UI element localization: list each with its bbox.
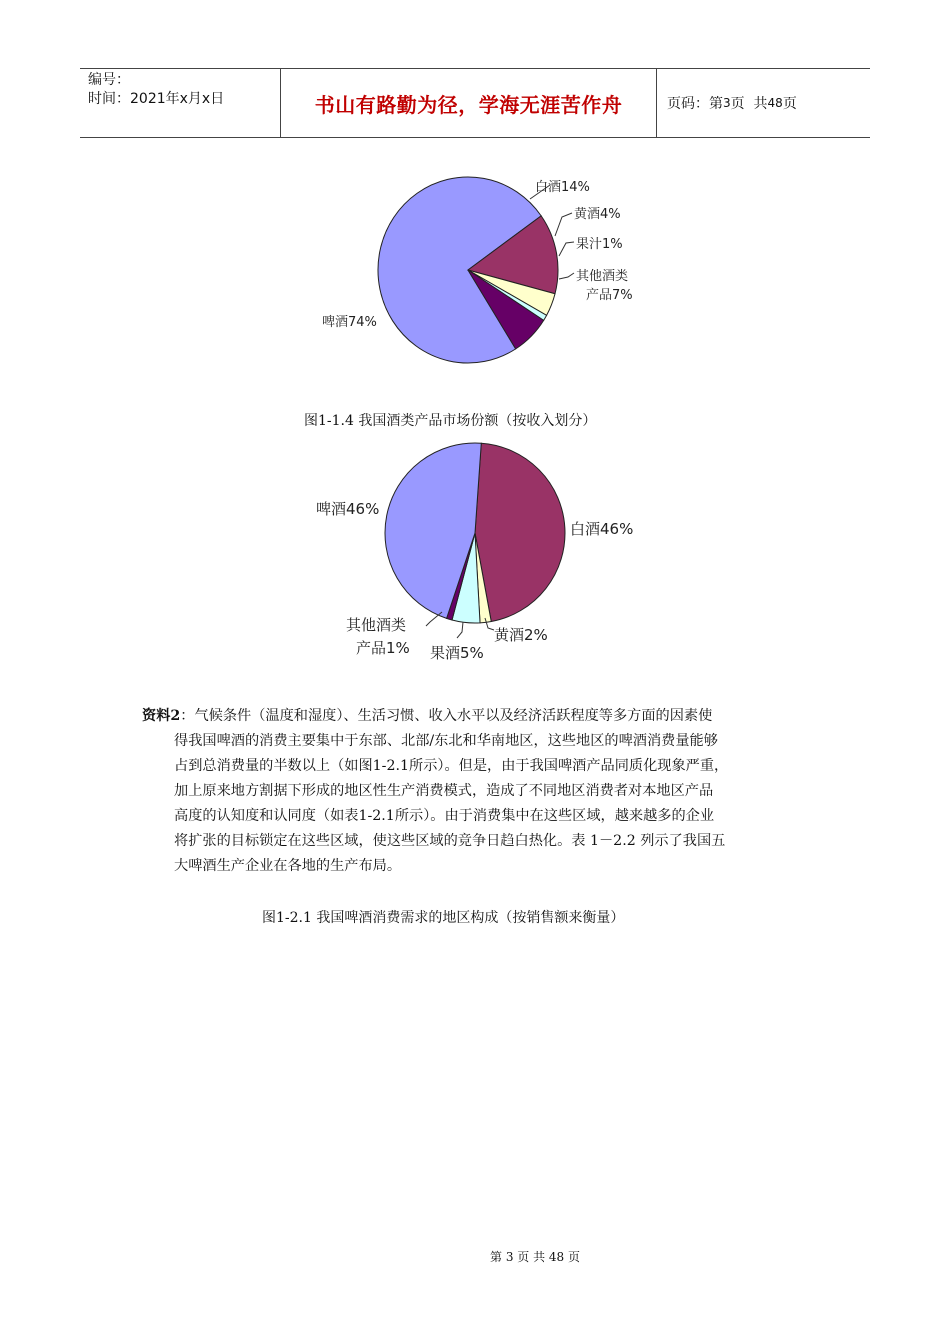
label-huangjiu: 黄酒4% (574, 207, 621, 222)
paragraph-line-7: 大啤酒生产企业在各地的生产布局。 (174, 858, 402, 874)
paragraph-line-5: 高度的认知度和认同度（如表1-2.1所示）。由于消费集中在这些区域，越来越多的企业 (174, 808, 715, 824)
page-footer: 第 3 页 共 48 页 (490, 1250, 580, 1264)
label-other-line1: 其他酒类 (576, 269, 629, 284)
leader-line-huangjiu (555, 213, 572, 236)
header-meta (80, 69, 281, 137)
figure-caption-2: 图1-2.1 我国啤酒消费需求的地区构成（按销售额来衡量） (262, 910, 625, 926)
pie2-slices (385, 443, 565, 623)
label-other2-line1: 其他酒类 (346, 616, 407, 634)
label-baijiu2: 白酒46% (570, 520, 634, 538)
paragraph-line-2: 得我国啤酒的消费主要集中于东部、北部/东北和华南地区，这些地区的啤酒消费量能够 (174, 733, 718, 749)
figure-caption-1: 图1-1.4 我国酒类产品市场份额（按收入划分） (304, 413, 597, 429)
page-prefix: 页码：第 (667, 96, 723, 112)
label-other-line2: 产品7% (586, 288, 633, 303)
page-number: 3 (723, 96, 731, 110)
label-other2-line2: 产品1% (356, 639, 410, 657)
number-label: 编号： (88, 72, 130, 88)
pie-chart-categories (300, 432, 680, 672)
time-label: 时间：2021年x月x日 (88, 91, 225, 107)
leader-line-other (559, 273, 574, 279)
pie-chart-revenue (300, 165, 660, 405)
paragraph-line-1: 资料2：气候条件（温度和湿度）、生活习惯、收入水平以及经济活跃程度等多方面的因素使 (142, 708, 713, 724)
page-suffix: 页 (782, 96, 797, 112)
page-total: 48 (767, 96, 783, 110)
leader-line-other2 (426, 612, 442, 626)
pie1-slices (378, 177, 558, 363)
label-pijiu2: 啤酒46% (316, 500, 380, 518)
header-page-info (657, 69, 870, 137)
leader-line-guojiu (457, 622, 463, 638)
paragraph-line-3: 占到总消费量的半数以上（如图1-2.1所示）。但是，由于我国啤酒产品同质化现象严重， (174, 758, 729, 774)
paragraph-line-4: 加上原来地方割据下形成的地区性生产消费模式，造成了不同地区消费者对本地区产品 (174, 783, 714, 799)
page-mid: 页 共 (730, 96, 768, 112)
header-motto: 书山有路勤为径，学海无涯苦作舟 (281, 69, 657, 137)
page-header (80, 68, 870, 138)
leader-line-guozhi (559, 242, 574, 256)
slice-baijiu (475, 443, 565, 621)
paragraph-label: 资料2 (142, 708, 181, 724)
label-huangjiu2: 黄酒2% (494, 626, 548, 644)
paragraph-line-6: 将扩张的目标锁定在这些区域，使这些区域的竞争日趋白热化。表 1－2.2 列示了我国五 (174, 833, 726, 849)
label-guojiu: 果酒5% (430, 644, 484, 662)
label-guozhi: 果汁1% (576, 237, 623, 252)
material-paragraph (142, 704, 842, 879)
label-baijiu: 白酒14% (535, 180, 590, 195)
label-pijiu: 啤酒74% (322, 315, 377, 330)
